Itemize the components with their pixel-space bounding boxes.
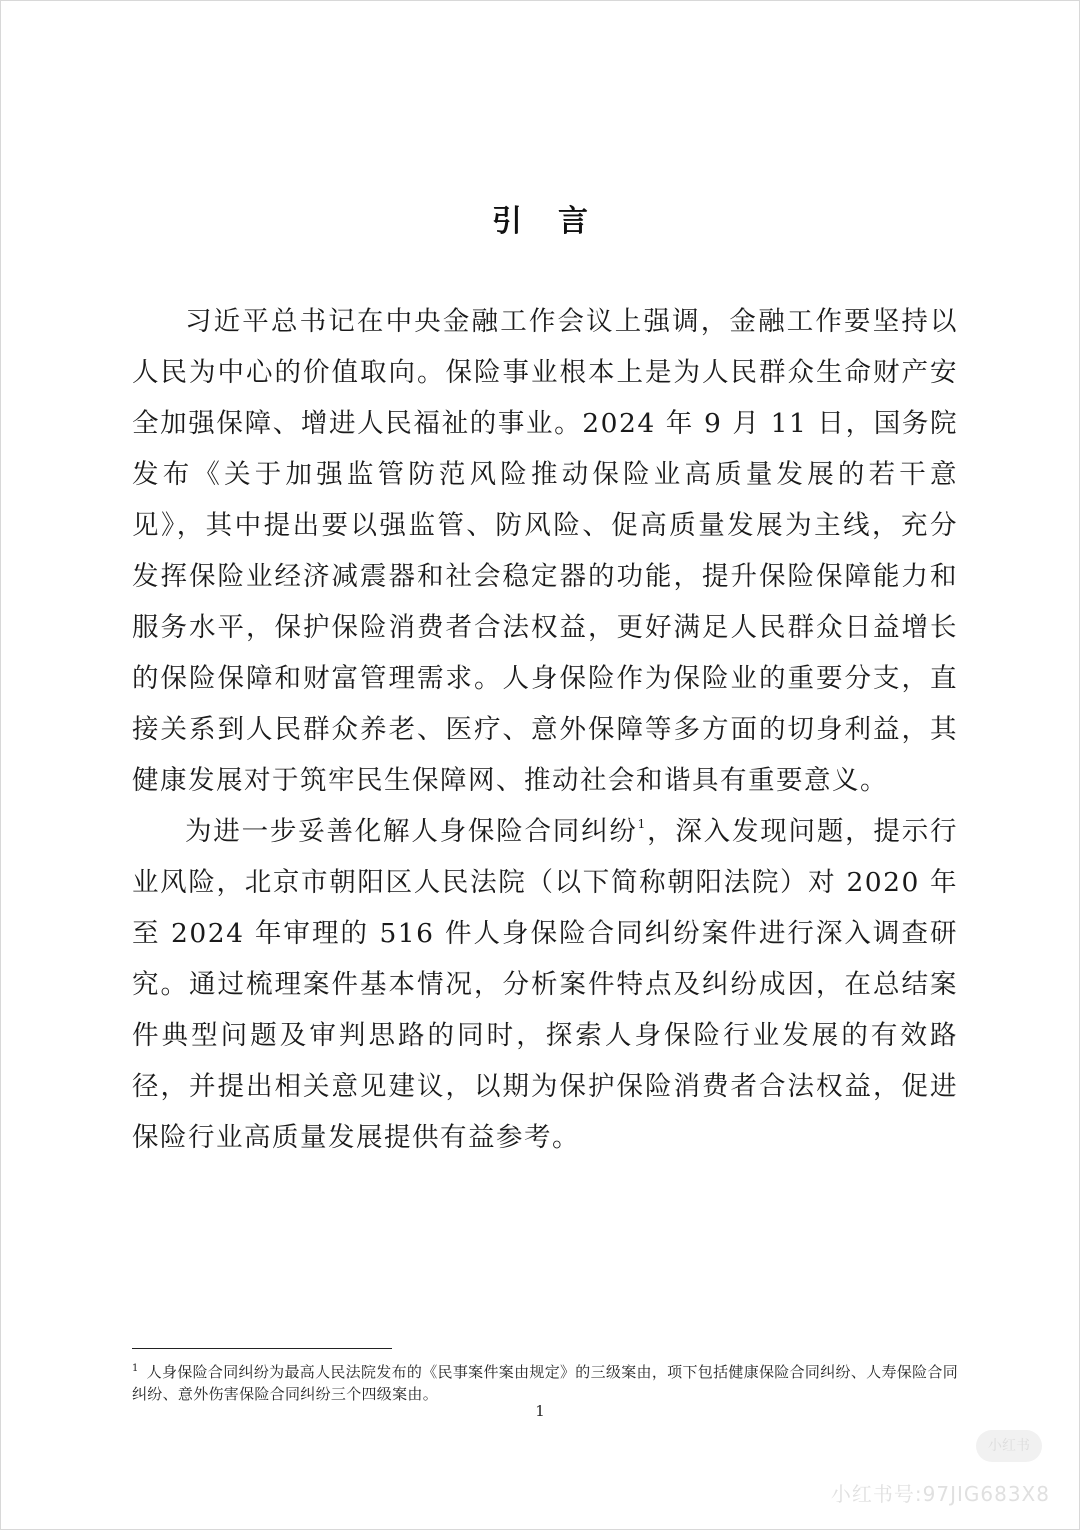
footnote-separator [132, 1348, 392, 1349]
document-body [132, 296, 958, 1163]
paragraph-2-rest: ，深入发现问题，提示行业风险，北京市朝阳区人民法院（以下简称朝阳法院）对 2020 年至 2024 年审理的 516 件人身保险合同纠纷案件进行深入调查研究。通过梳理案件基本情况，分析案件特点及纠纷成因，在总结案件典型问题及审判思路的同时，探索人身保险行业发展的有效路径，并提出相关意见建议，以期为保护保险消费者合法权益，促进保险行业高质量发展提供有益参考。 [132, 816, 959, 1153]
paragraph-2 [132, 806, 958, 1163]
footnote-text: 人身保险合同纠纷为最高人民法院发布的《民事案件案由规定》的三级案由，项下包括健康保险合同纠纷、人寿保险合同纠纷、意外伤害保险合同纠纷三个四级案由。 [132, 1363, 958, 1403]
page-number: 1 [535, 1402, 545, 1420]
watermark-logo: 小红书 [976, 1430, 1042, 1462]
footnote-reference[interactable]: 1 [637, 817, 647, 832]
footnote [132, 1358, 958, 1405]
footnote-marker: 1 [132, 1363, 139, 1374]
watermark-id: 小红书号:97JIG683X8 [830, 1482, 1050, 1506]
document-title: 引言 [492, 204, 624, 239]
paragraph-1: 习近平总书记在中央金融工作会议上强调，金融工作要坚持以人民为中心的价值取向。保险事业根本上是为人民群众生命财产安全加强保障、增进人民福祉的事业。2024 年 9 月 11 日，国务院发布《关于加强监管防范风险推动保险业高质量发展的若干意见》，其中提出要以强监管、防风险、促高质量发展为主线，充分发挥保险业经济减震器和社会稳定器的功能，提升保险保障能力和服务水平，保护保险消费者合法权益，更好满足人民群众日益增长的保险保障和财富管理需求。人身保险作为保险业的重要分支，直接关系到人民群众养老、医疗、意外保障等多方面的切身利益，其健康发展对于筑牢民生保障网、推动社会和谐具有重要意义。 [132, 306, 958, 796]
paragraph-2-lead: 为进一步妥善化解人身保险合同纠纷 [185, 816, 638, 847]
